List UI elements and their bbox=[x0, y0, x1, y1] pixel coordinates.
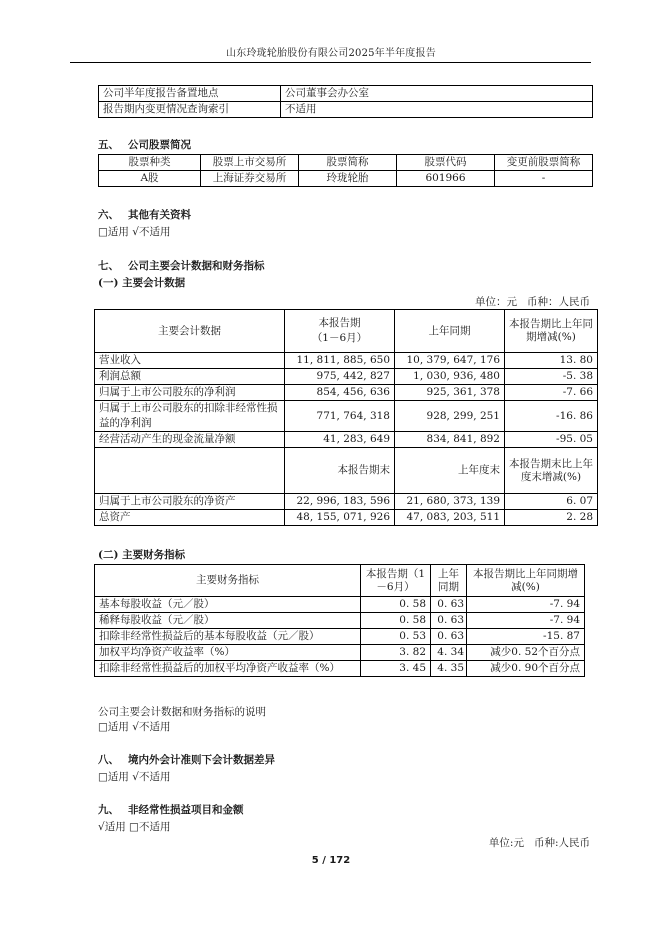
header-current-line1: 本报告期 bbox=[318, 317, 361, 329]
table-header-row bbox=[95, 310, 598, 353]
row-value: -5. 38 bbox=[505, 369, 598, 385]
row-value: 834, 841, 892 bbox=[395, 432, 505, 448]
row-value: -7. 94 bbox=[467, 597, 585, 613]
row-value: 2. 28 bbox=[505, 510, 598, 526]
accounting-data-table bbox=[94, 309, 598, 526]
header-current-line2: （1－6月） bbox=[311, 332, 368, 344]
header-current-period bbox=[285, 310, 395, 353]
section-number: 五、 bbox=[98, 139, 119, 151]
table-row bbox=[95, 369, 598, 385]
financial-indicators-table bbox=[94, 564, 585, 677]
stock-cell: 601966 bbox=[397, 171, 495, 187]
row-value: 0. 63 bbox=[431, 613, 467, 629]
row-value: 47, 083, 203, 511 bbox=[395, 510, 505, 526]
table-row bbox=[95, 432, 598, 448]
row-label: 归属于上市公司股东的净资产 bbox=[95, 494, 285, 510]
stock-header: 股票代码 bbox=[397, 155, 495, 171]
table-row bbox=[95, 401, 598, 432]
stock-cell: 上海证券交易所 bbox=[201, 171, 299, 187]
row-label: 归属于上市公司股东的扣除非经常性损益的净利润 bbox=[95, 401, 285, 432]
section-title: 公司主要会计数据和财务指标 bbox=[128, 260, 265, 272]
row-label: 基本每股收益（元／股） bbox=[95, 597, 361, 613]
header-rule bbox=[70, 62, 591, 63]
row-value: 减少0. 52个百分点 bbox=[467, 645, 585, 661]
row-value: 21, 680, 373, 139 bbox=[395, 494, 505, 510]
header-label: 主要财务指标 bbox=[95, 565, 361, 597]
section-title: 公司股票简况 bbox=[128, 139, 191, 151]
row-label: 扣除非经常性损益后的基本每股收益（元／股） bbox=[95, 629, 361, 645]
row-value: 975, 442, 827 bbox=[285, 369, 395, 385]
table-row bbox=[95, 385, 598, 401]
table-row bbox=[95, 645, 585, 661]
row-value: 22, 996, 183, 596 bbox=[285, 494, 395, 510]
row-label: 经营活动产生的现金流量净额 bbox=[95, 432, 285, 448]
stock-header: 变更前股票简称 bbox=[495, 155, 593, 171]
subsection-financial-indicators: (二) 主要财务指标 bbox=[98, 549, 186, 561]
table-header-row bbox=[95, 448, 598, 494]
header-change: 本报告期比上年同期增减(%) bbox=[505, 310, 598, 353]
table-row bbox=[99, 86, 593, 102]
row-value: 925, 361, 378 bbox=[395, 385, 505, 401]
header-prior-period: 上年同期 bbox=[395, 310, 505, 353]
section-title: 非经常性损益项目和金额 bbox=[128, 804, 244, 816]
row-value: 0. 58 bbox=[361, 597, 431, 613]
header-prior-period: 上年同期 bbox=[431, 565, 467, 597]
indicators-note: 公司主要会计数据和财务指标的说明 bbox=[98, 706, 266, 718]
row-value: 0. 63 bbox=[431, 629, 467, 645]
table-row bbox=[95, 629, 585, 645]
row-value: 3. 45 bbox=[361, 661, 431, 677]
row-value: 0. 53 bbox=[361, 629, 431, 645]
row-value: 854, 456, 636 bbox=[285, 385, 395, 401]
stock-table bbox=[98, 154, 593, 187]
row-value: 928, 299, 251 bbox=[395, 401, 505, 432]
row-value: 0. 58 bbox=[361, 613, 431, 629]
header-change-end: 本报告期末比上年度末增减(%) bbox=[505, 448, 598, 494]
table-row bbox=[95, 613, 585, 629]
row-label: 加权平均净资产收益率（%） bbox=[95, 645, 361, 661]
row-label: 扣除非经常性损益后的加权平均净资产收益率（%） bbox=[95, 661, 361, 677]
row-value: -16. 86 bbox=[505, 401, 598, 432]
row-value: 1, 030, 936, 480 bbox=[395, 369, 505, 385]
section-9-heading bbox=[98, 802, 244, 817]
row-value: 11, 811, 885, 650 bbox=[285, 353, 395, 369]
row-value: 0. 63 bbox=[431, 597, 467, 613]
section-8-options: □适用 √不适用 bbox=[98, 771, 171, 783]
page-number: 5 / 172 bbox=[311, 855, 351, 866]
section-7-heading bbox=[98, 258, 265, 273]
header-current-period: 本报告期（1－6月） bbox=[361, 565, 431, 597]
row-value: 771, 764, 318 bbox=[285, 401, 395, 432]
table-row bbox=[99, 102, 593, 118]
row-value: 4. 35 bbox=[431, 661, 467, 677]
section-title: 其他有关资料 bbox=[128, 209, 191, 221]
table-row bbox=[95, 353, 598, 369]
subsection-accounting-data: (一) 主要会计数据 bbox=[98, 277, 186, 289]
section-6-heading bbox=[98, 207, 191, 222]
table-row bbox=[95, 494, 598, 510]
row-label: 总资产 bbox=[95, 510, 285, 526]
section-5-heading bbox=[98, 137, 191, 152]
row-value: -7. 94 bbox=[467, 613, 585, 629]
stock-header: 股票简称 bbox=[299, 155, 397, 171]
header-prior-year-end: 上年度末 bbox=[395, 448, 505, 494]
section-8-heading bbox=[98, 752, 275, 767]
row-value: -95. 05 bbox=[505, 432, 598, 448]
table-row bbox=[95, 597, 585, 613]
row-value: -15. 87 bbox=[467, 629, 585, 645]
table-header-row bbox=[99, 155, 593, 171]
row-value: -7. 66 bbox=[505, 385, 598, 401]
row-value: 4. 34 bbox=[431, 645, 467, 661]
table-row bbox=[99, 171, 593, 187]
row-value: 10, 379, 647, 176 bbox=[395, 353, 505, 369]
row-value: 41, 283, 649 bbox=[285, 432, 395, 448]
row-label: 利润总额 bbox=[95, 369, 285, 385]
section-number: 九、 bbox=[98, 804, 119, 816]
row-value: 减少0. 90个百分点 bbox=[467, 661, 585, 677]
stock-header: 股票上市交易所 bbox=[201, 155, 299, 171]
row-value: 13. 80 bbox=[505, 353, 598, 369]
info-value: 不适用 bbox=[281, 102, 593, 118]
stock-header: 股票种类 bbox=[99, 155, 201, 171]
header-period-end: 本报告期末 bbox=[285, 448, 395, 494]
stock-cell: 玲珑轮胎 bbox=[299, 171, 397, 187]
row-value: 3. 82 bbox=[361, 645, 431, 661]
report-header: 山东玲珑轮胎股份有限公司2025年半年度报告 bbox=[226, 48, 436, 59]
section-number: 六、 bbox=[98, 209, 119, 221]
table-row bbox=[95, 510, 598, 526]
header-change: 本报告期比上年同期增减(%) bbox=[467, 565, 585, 597]
row-value: 48, 155, 071, 926 bbox=[285, 510, 395, 526]
stock-cell: A股 bbox=[99, 171, 201, 187]
row-value: 6. 07 bbox=[505, 494, 598, 510]
unit-label-2: 单位:元 币种:人民币 bbox=[488, 837, 590, 849]
section-number: 八、 bbox=[98, 754, 119, 766]
table-row bbox=[95, 661, 585, 677]
stock-cell: - bbox=[495, 171, 593, 187]
row-label: 营业收入 bbox=[95, 353, 285, 369]
row-label: 稀释每股收益（元／股） bbox=[95, 613, 361, 629]
indicators-note-options: □适用 √不适用 bbox=[98, 721, 171, 733]
info-label: 公司半年度报告备置地点 bbox=[99, 86, 281, 102]
info-table bbox=[98, 85, 593, 118]
section-number: 七、 bbox=[98, 260, 119, 272]
section-6-options: □适用 √不适用 bbox=[98, 226, 171, 238]
section-9-options: √适用 □不适用 bbox=[98, 821, 171, 833]
header-label-empty bbox=[95, 448, 285, 494]
unit-label: 单位：元 币种：人民币 bbox=[474, 296, 590, 308]
info-label: 报告期内变更情况查询索引 bbox=[99, 102, 281, 118]
info-value: 公司董事会办公室 bbox=[281, 86, 593, 102]
row-label: 归属于上市公司股东的净利润 bbox=[95, 385, 285, 401]
section-title: 境内外会计准则下会计数据差异 bbox=[128, 754, 275, 766]
table-header-row bbox=[95, 565, 585, 597]
header-label: 主要会计数据 bbox=[95, 310, 285, 353]
